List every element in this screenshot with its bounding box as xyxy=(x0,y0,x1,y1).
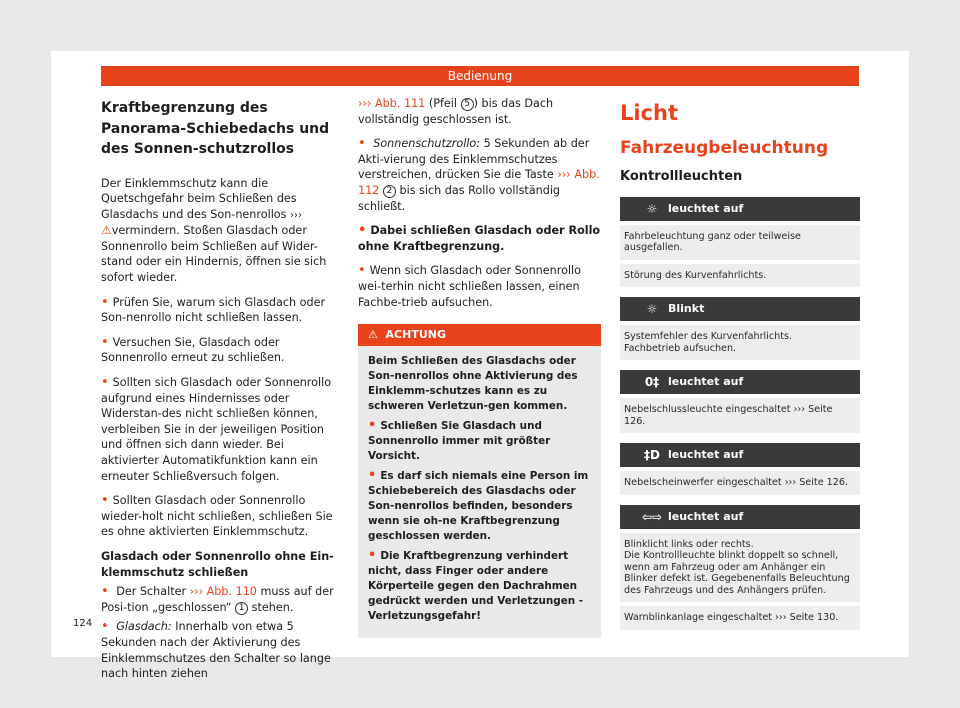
column-1 xyxy=(101,96,341,691)
callout-number: 1 xyxy=(235,602,248,615)
warning-intro: Beim Schließen des Glasdachs oder Son-nenrollos ohne Aktivierung des Einklemm-schutzes kann es zu schweren Verletzun-gen kommen. xyxy=(368,355,578,413)
lamp-description: Warnblinkanlage eingeschaltet ››› Seite 130. xyxy=(620,606,860,630)
warning-lamp-icon: ☼ xyxy=(646,302,658,317)
column-3 xyxy=(620,96,860,640)
lamp-status: leuchtet auf xyxy=(668,448,744,462)
lamp-description: Fahrbeleuchtung ganz oder teilweise ausgefallen. xyxy=(620,225,860,260)
list-item: • Versuchen Sie, Glasdach oder Sonnenrollo erneut zu schließen. xyxy=(101,335,341,366)
warning-box xyxy=(358,324,601,638)
list-item: • Dabei schließen Glasdach oder Rollo ohne Kraftbegrenzung. xyxy=(358,223,601,254)
subheading: Glasdach oder Sonnenrollo ohne Ein-klemmschutz schließen xyxy=(101,549,334,579)
chapter-title: Licht xyxy=(620,101,679,125)
lamp-header xyxy=(620,505,860,529)
warning-item: • Schließen Sie Glasdach und Sonnenrollo immer mit größter Vorsicht. xyxy=(368,418,591,464)
indicator-lamp-block xyxy=(620,370,860,433)
intro-paragraph: Der Einklemmschutz kann die Quetschgefahr beim Schließen des Glasdachs und des Son-nenrollos ››› ⚠vermindern. Stoßen Glasdach oder Sonnenrollo beim Schließen auf Wider-stand oder ein Hindernis, öffnen sie sich sofort wieder. xyxy=(101,176,327,285)
figure-link[interactable]: ››› Abb. 111 xyxy=(358,97,426,110)
list-item: • Der Schalter ››› Abb. 110 muss auf der Posi-tion „geschlossen“ 1 stehen. xyxy=(101,584,341,615)
lamp-header xyxy=(620,297,860,321)
list-item: • Glasdach: Innerhalb von etwa 5 Sekunden nach der Aktivierung des Einklemmschutzes den Schalter so lange nach hinten ziehen xyxy=(101,619,341,681)
lamp-description: Störung des Kurvenfahrlichts. xyxy=(620,264,860,288)
page-number: 124 xyxy=(73,618,93,629)
subsection-title: Kontrollleuchten xyxy=(620,169,743,184)
lamp-status: leuchtet auf xyxy=(668,201,744,215)
warning-lamp-icon: ⇦⇨ xyxy=(641,509,663,524)
figure-link[interactable]: ››› Abb. 110 xyxy=(189,585,257,599)
warning-icon: ⚠ xyxy=(101,223,112,238)
lamp-header xyxy=(620,197,860,221)
warning-item: • Es darf sich niemals eine Person im Schiebebereich des Glasdachs oder Son-nenrollos befinden, besonders wenn sie oh-ne Kraftbegrenzung geschlossen werden. xyxy=(368,468,591,544)
warning-item: • Die Kraftbegrenzung verhindert nicht, dass Finger oder andere Körperteile gegen den Dachrahmen gedrückt werden und Verletzungen - Verletzungsgefahr! xyxy=(368,548,591,624)
list-item: • Sollten Glasdach oder Sonnenrollo wieder-holt nicht schließen, schließen Sie es ohne aktivierten Einklemmschutz. xyxy=(101,493,341,540)
list-item: • Wenn sich Glasdach oder Sonnenrollo wei-terhin nicht schließen lassen, einen Fachbe-trieb aufsuchen. xyxy=(358,263,601,310)
lamp-status: leuchtet auf xyxy=(668,509,744,523)
warning-lamp-icon: ☼ xyxy=(646,201,658,216)
warning-lamp-icon: ‡D xyxy=(644,448,660,463)
indicator-lamp-block xyxy=(620,197,860,288)
lamp-description: Blinklicht links oder rechts. Die Kontrollleuchte blinkt doppelt so schnell, wenn am Fahrzeug oder am Anhänger ein Blinker defekt ist. Gegebenenfalls Beleuchtung des Fahrzeugs und des Anhängers prüfen. xyxy=(620,533,860,603)
callout-number: 2 xyxy=(383,185,396,198)
warning-body xyxy=(358,346,601,638)
lamp-header xyxy=(620,370,860,394)
list-item: • Sonnenschutzrollo: 5 Sekunden ab der Akti-vierung des Einklemmschutzes verstreichen, drücken Sie die Taste ››› Abb. 112 2 bis sich das Rollo vollständig schließt. xyxy=(358,136,601,214)
lamp-header xyxy=(620,443,860,467)
warning-lamp-icon: 0‡ xyxy=(644,375,660,390)
column-2 xyxy=(358,96,601,638)
indicator-lamp-block xyxy=(620,443,860,495)
figure-link[interactable]: ››› Abb. 112 xyxy=(358,168,600,197)
lamp-description: Nebelschlussleuchte eingeschaltet ››› Seite 126. xyxy=(620,398,860,433)
continued-paragraph: ››› Abb. 111 (Pfeil 5 ) bis das Dach vollständig geschlossen ist. xyxy=(358,97,554,126)
lamp-status: Blinkt xyxy=(668,302,705,316)
indicator-lamp-list xyxy=(620,197,860,630)
section-title: Fahrzeugbeleuchtung xyxy=(620,138,829,158)
lamp-description: Systemfehler des Kurvenfahrlichts. Fachbetrieb aufsuchen. xyxy=(620,325,860,360)
warning-header: ⚠ ACHTUNG xyxy=(358,324,601,346)
lamp-status: leuchtet auf xyxy=(668,375,744,389)
callout-number: 5 xyxy=(461,98,474,111)
section-header: Bedienung xyxy=(101,66,859,86)
warning-triangle-icon: ⚠ xyxy=(368,328,378,342)
lamp-description: Nebelscheinwerfer eingeschaltet ››› Seite 126. xyxy=(620,471,860,495)
section-heading: Kraftbegrenzung des Panorama-Schiebedachs und des Sonnen-schutzrollos xyxy=(101,100,330,157)
list-item: • Prüfen Sie, warum sich Glasdach oder Son-nenrollo nicht schließen lassen. xyxy=(101,295,341,326)
list-item: • Sollten sich Glasdach oder Sonnenrollo aufgrund eines Hindernisses oder Widerstan-des nicht schließen können, verbleiben Sie in der jeweiligen Position und öffnen sich dann wieder. Bei aktivierter Automatikfunktion kann ein erneuter Schließversuch folgen. xyxy=(101,375,341,484)
indicator-lamp-block xyxy=(620,505,860,630)
indicator-lamp-block xyxy=(620,297,860,360)
